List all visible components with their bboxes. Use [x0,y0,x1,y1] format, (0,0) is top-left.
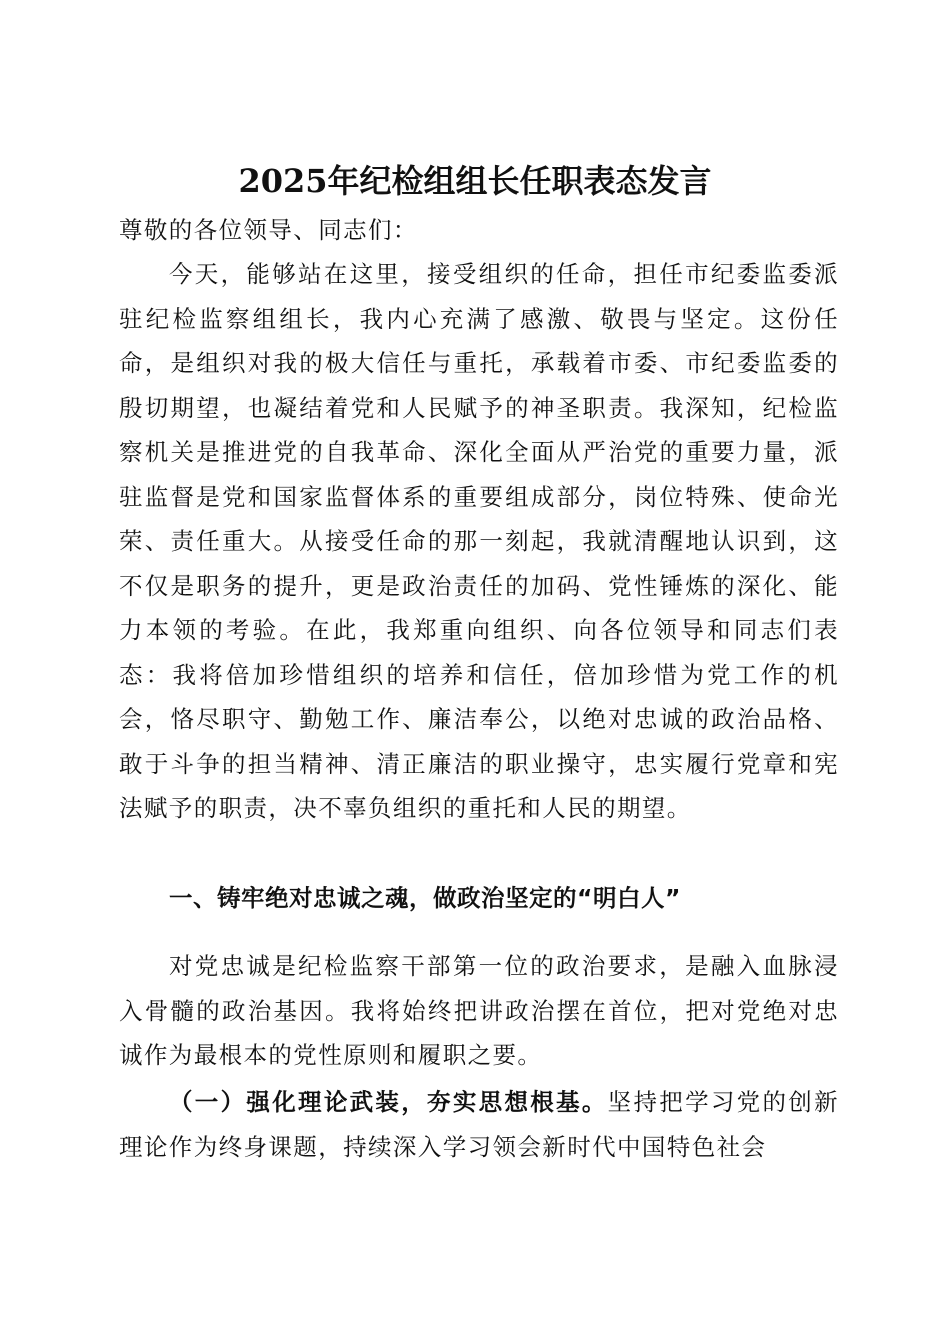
section-heading-1: 一、铸牢绝对忠诚之魂，做政治坚定的“明白人” [169,884,681,912]
paragraph-subsection-1 [119,1080,839,1169]
paragraph-section-1: 对党忠诚是纪检监察干部第一位的政治要求，是融入血脉浸入骨髓的政治基因。我将始终把讲政治摆在首位，把对党绝对忠诚作为最根本的党性原则和履职之要。 [119,952,839,1069]
salutation: 尊敬的各位领导、同志们： [119,216,418,244]
page-title: 2025年纪检组组长任职表态发言 [238,162,712,201]
paragraph-intro: 今天，能够站在这里，接受组织的任命，担任市纪委监委派驻纪检监察组组长，我内心充满了感激、敬畏与坚定。这份任命，是组织对我的极大信任与重托，承载着市委、市纪委监委的殷切期望，也凝结着党和人民赋予的神圣职责。我深知，纪检监察机关是推进党的自我革命、深化全面从严治党的重要力量，派驻监督是党和国家监督体系的重要组成部分，岗位特殊、使命光荣、责任重大。从接受任命的那一刻起，我就清醒地认识到，这不仅是职务的提升，更是政治责任的加码、党性锤炼的深化、能力本领的考验。在此，我郑重向组织、向各位领导和同志们表态：我将倍加珍惜组织的培养和信任，倍加珍惜为党工作的机会，恪尽职守、勤勉工作、廉洁奉公，以绝对忠诚的政治品格、敢于斗争的担当精神、清正廉洁的职业操守，忠实履行党章和宪法赋予的职责，决不辜负组织的重托和人民的期望。 [119,260,839,822]
subsection-text: 坚持把学习党的创新理论作为终身课题，持续深入学习领会新时代中国特色社会 [119,1088,839,1161]
subsection-lead: （一）强化理论武装，夯实思想根基。 [169,1088,608,1116]
